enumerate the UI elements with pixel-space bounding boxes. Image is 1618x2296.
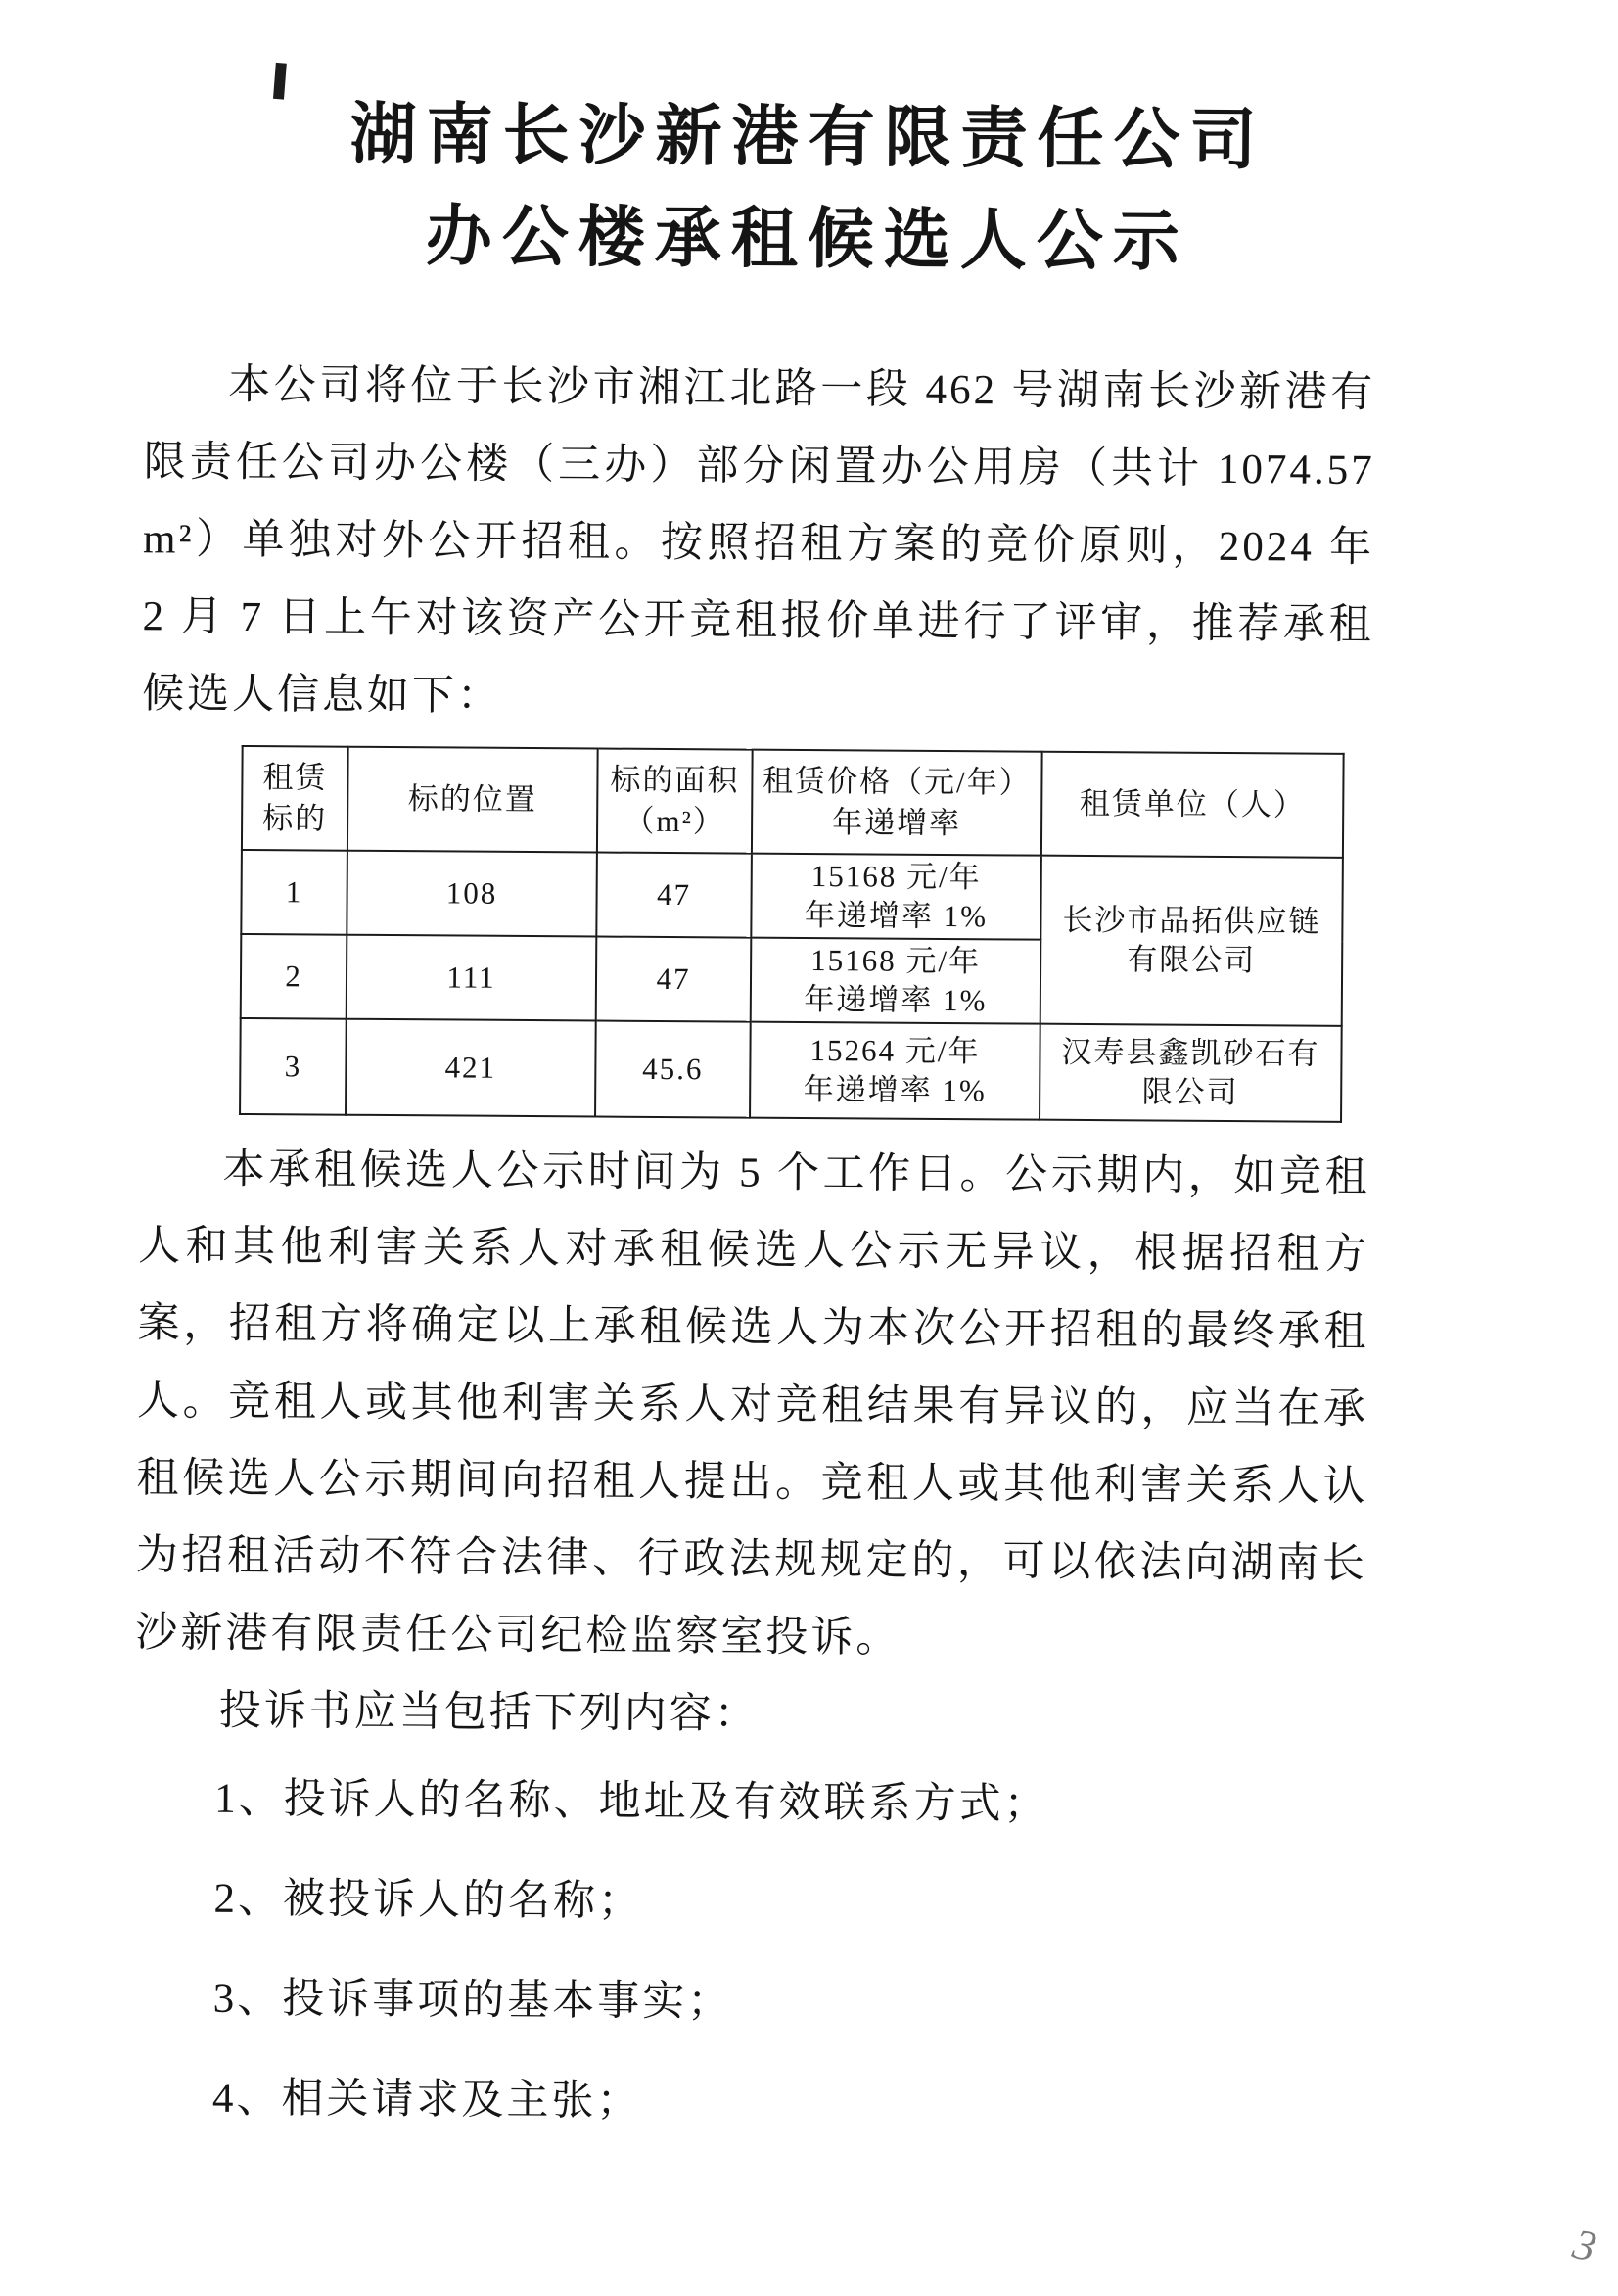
cell-location: 111 <box>347 935 597 1021</box>
header-price: 租赁价格（元/年） 年递增率 <box>752 750 1042 856</box>
header-lot: 租赁 标的 <box>242 746 348 851</box>
document-body <box>132 346 1376 2157</box>
notice-paragraph: 本承租候选人公示时间为 5 个工作日。公示期内，如竞租人和其他利害关系人对承租候选人公示无异议，根据招租方案，招租方将确定以上承租候选人为本次公开招租的最终承租人。竞租人或其他利害关系人对竞租结果有异议的，应当在承租候选人公示期间向招租人提出。竞租人或其他利害关系人认为招租活动不符合法律、行政法规规定的，可以依法向湖南长沙新港有限责任公司纪检监察室投诉。 <box>135 1146 1370 1662</box>
complaint-item: 1、投诉人的名称、地址及有效联系方式； <box>213 1775 1049 1828</box>
document-title-line2: 办公楼承租候选人公示 <box>425 199 1190 279</box>
header-location: 标的位置 <box>347 747 598 853</box>
cell-tenant: 汉寿县鑫凯砂石有限公司 <box>1040 1024 1342 1122</box>
cell-location: 108 <box>347 851 597 937</box>
cell-lot: 1 <box>241 850 347 935</box>
cell-area: 47 <box>596 853 752 938</box>
header-area: 标的面积 （m²） <box>597 749 753 854</box>
cell-price: 15264 元/年 年递增率 1% <box>750 1022 1040 1120</box>
cell-price: 15168 元/年 年递增率 1% <box>751 854 1041 940</box>
document-title-line1: 湖南长沙新港有限责任公司 <box>349 96 1267 178</box>
cell-location: 421 <box>346 1019 596 1117</box>
complaint-heading: 投诉书应当包括下列内容： <box>218 1687 760 1738</box>
intro-paragraph: 本公司将位于长沙市湘江北路一段 462 号湖南长沙新港有限责任公司办公楼（三办）部分闲置办公用房（共计 1074.57 m²）单独对外公开招租。按照招租方案的竞价原则，2024 年 2 月 7 日上午对该资产公开竞租报价单进行了评审，推荐承租候选人信息如下： <box>141 361 1376 720</box>
handwritten-page-number: 3 <box>1568 2220 1601 2272</box>
cell-price: 15168 元/年 年递增率 1% <box>751 938 1041 1024</box>
cell-lot: 3 <box>240 1018 347 1115</box>
complaint-item: 4、相关请求及主张； <box>211 2075 642 2125</box>
table-row <box>240 1018 1342 1122</box>
candidates-table <box>239 745 1345 1123</box>
complaint-item: 3、投诉事项的基本事实； <box>212 1975 733 2026</box>
document-title <box>0 80 1617 296</box>
table-header-row <box>242 746 1344 858</box>
complaint-list <box>132 1749 1366 2157</box>
complaint-item: 2、被投诉人的名称； <box>213 1875 644 1925</box>
header-tenant: 租赁单位（人） <box>1041 752 1344 858</box>
cell-area: 47 <box>596 937 752 1022</box>
table-row <box>241 850 1343 942</box>
cell-lot: 2 <box>241 934 347 1019</box>
cell-tenant: 长沙市品拓供应链有限公司 <box>1040 856 1343 1026</box>
cell-area: 45.6 <box>595 1021 751 1118</box>
